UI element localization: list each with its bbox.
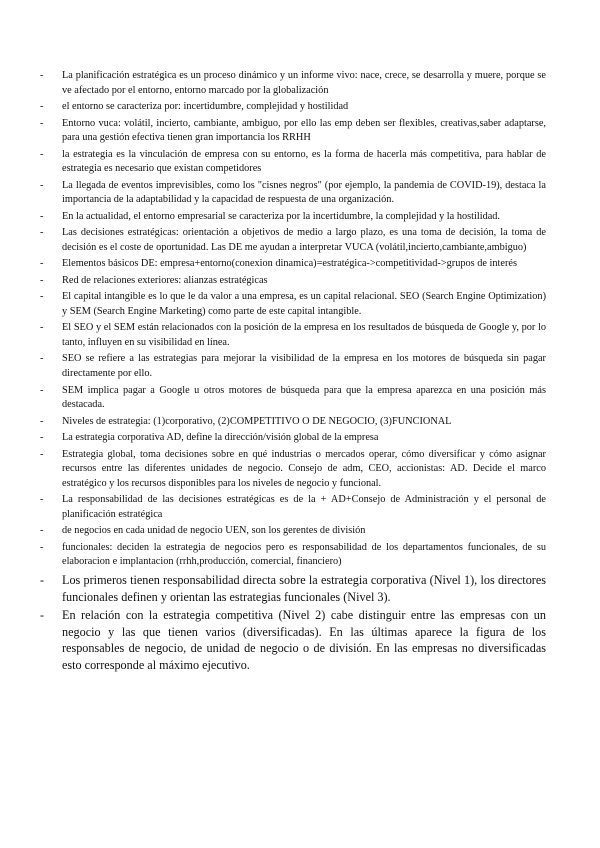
list-item-text: Los primeros tienen responsabilidad directa sobre la estrategia corporativa (Nivel 1), los directores funcionales definen y orientan las estrategias funcionales (Nivel 3).: [62, 572, 546, 604]
bullet-dash: -: [40, 274, 44, 286]
list-item-text: La llegada de eventos imprevisibles, como los "cisnes negros" (por ejemplo, la pandemia de COVID-19), destaca la importancia de la adaptabilidad y la capacidad de respuesta de una organización.: [62, 179, 546, 206]
list-item: [40, 257, 546, 272]
list-item: [40, 226, 546, 255]
list-item: [40, 541, 546, 570]
bullet-dash: -: [40, 572, 45, 587]
bullet-dash: -: [40, 541, 44, 553]
list-item: [40, 524, 546, 539]
list-item: [40, 117, 546, 146]
list-item: [40, 352, 546, 381]
list-item-text: SEO se refiere a las estrategias para mejorar la visibilidad de la empresa en los motores de búsqueda sin pagar directamente por ello.: [62, 353, 546, 380]
bullet-dash: -: [40, 227, 44, 239]
bullet-dash: -: [40, 608, 45, 623]
bullet-dash: -: [40, 322, 44, 334]
notes-list: [40, 69, 546, 675]
bullet-dash: -: [40, 258, 44, 270]
bullet-dash: -: [40, 101, 44, 113]
list-item: [40, 290, 546, 319]
list-item-text: En relación con la estrategia competitiva (Nivel 2) cabe distinguir entre las empresas con un negocio y las que tienen varios (diversificadas). En las últimas aparece la figura de los responsables de negocio, de unidad de negocio o de división. En las empresas no diversificadas esto corresponde al máximo ejecutivo.: [62, 608, 546, 672]
list-item-text: En la actualidad, el entorno empresarial se caracteriza por la incertidumbre, la complejidad y la hostilidad.: [62, 210, 501, 222]
list-item: [40, 415, 546, 430]
list-item-text: La estrategia corporativa AD, define la dirección/visión global de la empresa: [62, 432, 379, 444]
list-item-text: Red de relaciones exteriores: alianzas estratégicas: [62, 274, 268, 286]
bullet-dash: -: [40, 117, 44, 129]
list-item: [40, 448, 546, 492]
list-item: [40, 321, 546, 350]
bullet-dash: -: [40, 148, 44, 160]
list-item-text: El SEO y el SEM están relacionados con la posición de la empresa en los resultados de búsqueda de Google y, por lo tanto, influyen en su visibilidad en línea.: [62, 322, 546, 348]
list-item: [40, 69, 546, 98]
list-item: [40, 493, 546, 522]
list-item-text: Las decisiones estratégicas: orientación a objetivos de medio a largo plazo, es una toma de decisión, la toma de decisión es el coste de oportunidad. Las DE me ayudan a interpretar VUCA (volátil,incierto,cambiante,ambiguo): [62, 227, 546, 253]
bullet-dash: -: [40, 448, 44, 460]
bullet-dash: -: [40, 353, 44, 365]
bullet-dash: -: [40, 415, 44, 427]
list-item: [40, 179, 546, 208]
bullet-dash: -: [40, 210, 44, 222]
list-item: [40, 100, 546, 115]
list-item-text: SEM implica pagar a Google u otros motores de búsqueda para que la empresa aparezca en una posición más destacada.: [62, 384, 546, 411]
list-item-text: funcionales: deciden la estrategia de negocios pero es responsabilidad de los departamentos funcionales, de su elaboracion e implantacion (rrhh,producción, comercial, financiero): [62, 541, 546, 568]
bullet-dash: -: [40, 384, 44, 396]
list-item: [40, 572, 546, 605]
list-item: [40, 148, 546, 177]
list-item-text: La planificación estratégica es un proceso dinámico y un informe vivo: nace, crece, se desarrolla y muere, porque se ve afectado por el entorno, entorno marcado por la globalización: [62, 70, 546, 96]
list-item-text: de negocios en cada unidad de negocio UEN, son los gerentes de división: [62, 525, 366, 537]
list-item: [40, 607, 546, 673]
bullet-dash: -: [40, 432, 44, 444]
list-item-text: Estrategia global, toma decisiones sobre en qué industrias o mercados operar, cómo diversificar y cómo asignar recursos entre las diferentes unidades de negocio. Consejo de adm, CEO, accionistas: AD. Decide el marco estratégico y los recursos disponibles para los niveles de negocio y funcional.: [62, 448, 546, 489]
bullet-dash: -: [40, 525, 44, 537]
list-item-text: La responsabilidad de las decisiones estratégicas es de la + AD+Consejo de Administración y el personal de planificación estratégica: [62, 494, 546, 520]
list-item-text: la estrategia es la vinculación de empresa con su entorno, es la forma de hacerla más competitiva, para hablar de estrategia es necesario que existan competidores: [62, 148, 546, 175]
bullet-dash: -: [40, 70, 44, 81]
list-item-text: el entorno se caracteriza por: incertidumbre, complejidad y hostilidad: [62, 101, 349, 113]
list-item: [40, 274, 546, 289]
list-item: [40, 210, 546, 225]
list-item-text: Elementos básicos DE: empresa+entorno(conexion dinamica)=estratégica->competitividad->grupos de interés: [62, 258, 517, 270]
bullet-dash: -: [40, 179, 44, 191]
list-item-text: Niveles de estrategia: (1)corporativo, (2)COMPETITIVO O DE NEGOCIO, (3)FUNCIONAL: [62, 415, 452, 427]
bullet-dash: -: [40, 494, 44, 506]
list-item: [40, 384, 546, 413]
bullet-dash: -: [40, 291, 44, 303]
list-item-text: Entorno vuca: volátil, incierto, cambiante, ambiguo, por ello las emp deben ser flexibles, creativas,saber adaptarse, para una gestión efectiva tienen gran importancia los RRHH: [62, 117, 546, 144]
list-item: [40, 431, 546, 446]
list-item-text: El capital intangible es lo que le da valor a una empresa, es un capital relacional. SEO (Search Engine Optimization) y SEM (Search Engine Marketing) como parte de este capital intangible.: [62, 291, 546, 317]
